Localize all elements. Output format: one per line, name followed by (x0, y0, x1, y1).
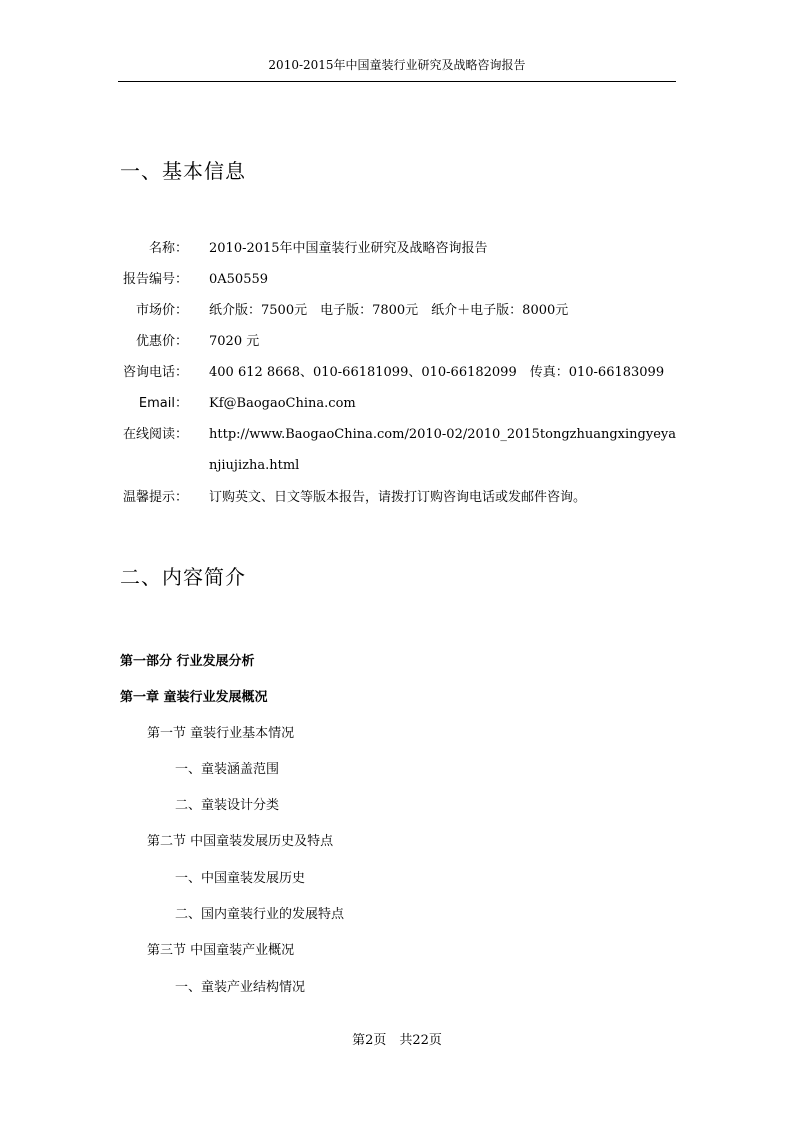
toc-section-2: 第二节 中国童装发展历史及特点 (147, 834, 334, 849)
code-label: 报告编号： (122, 272, 188, 287)
online-link[interactable]: http://www.BaogaoChina.com/2010-02/2010_2015tongzhuangxingyeyanjiujizha.html (209, 427, 676, 473)
toc-section-3: 第三节 中国童装产业概况 (147, 943, 295, 958)
toc-item: 二、国内童装行业的发展特点 (175, 907, 345, 922)
discount-value: 7020 元 (209, 334, 260, 349)
name-value: 2010-2015年中国童装行业研究及战略咨询报告 (209, 241, 488, 256)
page-footer: 第2页 共22页 (352, 1033, 442, 1048)
toc-item: 二、童装设计分类 (175, 798, 280, 813)
section-basic-info-title: 一、基本信息 (120, 159, 246, 183)
phone-label: 咨询电话： (122, 365, 188, 380)
online-label: 在线阅读： (122, 427, 188, 442)
toc-chapter-1: 第一章 童装行业发展概况 (120, 690, 268, 705)
name-label: 名称： (148, 241, 188, 256)
phone-value: 400 612 8668、010-66181099、010-66182099 传真：010-66183099 (209, 365, 665, 380)
header-rule (118, 81, 676, 82)
tip-value: 订购英文、日文等版本报告，请拨打订购咨询电话或发邮件咨询。 (209, 490, 587, 505)
toc-item: 一、中国童装发展历史 (175, 871, 306, 886)
email-value[interactable]: Kf@BaogaoChina.com (209, 396, 356, 411)
price-label: 市场价： (135, 303, 188, 318)
email-label: Email： (138, 396, 188, 411)
toc-item: 一、童装涵盖范围 (175, 762, 280, 777)
toc-section-1: 第一节 童装行业基本情况 (147, 726, 295, 741)
discount-label: 优惠价： (135, 334, 188, 349)
tip-label: 温馨提示： (122, 490, 188, 505)
code-value: 0A50559 (209, 272, 269, 287)
section-summary-title: 二、内容简介 (120, 565, 246, 589)
toc-part-1: 第一部分 行业发展分析 (120, 654, 255, 669)
page-header: 2010-2015年中国童装行业研究及战略咨询报告 (268, 58, 526, 72)
toc-item: 一、童装产业结构情况 (175, 980, 306, 995)
price-value: 纸介版：7500元 电子版：7800元 纸介＋电子版：8000元 (209, 303, 569, 318)
